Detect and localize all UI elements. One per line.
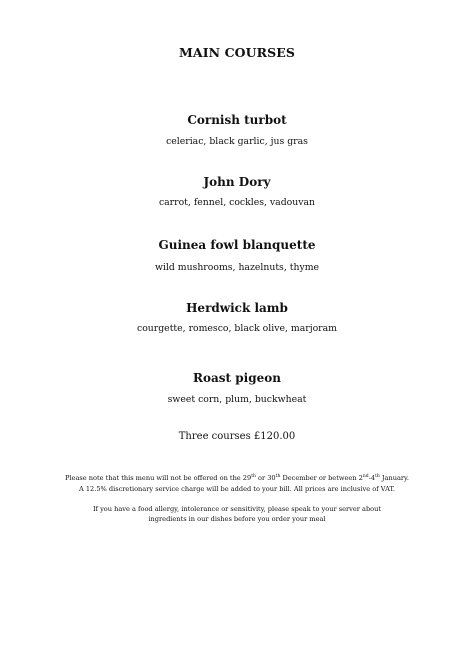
availability-notice: Please note that this menu will not be offered on the 29th or 30th December or between 2nd-4th January. — [65, 473, 409, 482]
dish-description: sweet corn, plum, buckwheat — [167, 394, 307, 405]
page-title: MAIN COURSES — [178, 45, 296, 60]
dish-name: Guinea fowl blanquette — [158, 238, 316, 252]
dish-name: John Dory — [203, 175, 271, 189]
dish-description: celeriac, black garlic, jus gras — [166, 136, 308, 147]
service-charge-notice: A 12.5% discretionary service charge will be added to your bill. All prices are inclusive of VAT. — [78, 485, 396, 493]
dish-name: Herdwick lamb — [186, 301, 288, 315]
allergy-notice-continued: ingredients in our dishes before you order your meal — [148, 515, 326, 523]
price-line: Three courses £120.00 — [178, 431, 296, 442]
allergy-notice: If you have a food allergy, intolerance or sensitivity, please speak to your server about — [92, 505, 382, 513]
dish-description: wild mushrooms, hazelnuts, thyme — [154, 262, 320, 273]
dish-description: courgette, romesco, black olive, marjoram — [137, 323, 337, 334]
dish-description: carrot, fennel, cockles, vadouvan — [158, 197, 316, 208]
dish-name: Roast pigeon — [193, 371, 281, 385]
dish-name: Cornish turbot — [187, 113, 287, 127]
